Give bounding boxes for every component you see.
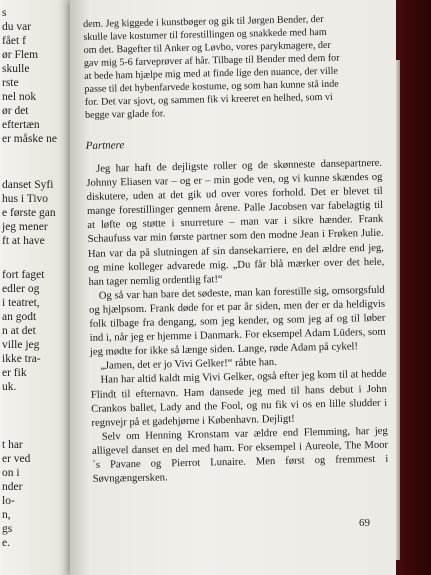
top-paragraph bbox=[83, 12, 381, 122]
body-text bbox=[86, 157, 389, 487]
left-page-line: du var bbox=[2, 21, 32, 33]
left-page-line: i teatret, bbox=[2, 297, 40, 309]
left-page-line: er fik bbox=[2, 367, 27, 379]
page-edge bbox=[396, 60, 400, 560]
top-line: gav mig 5-6 farveprøver af hår. Tilbage til Bender med dem for bbox=[83, 52, 340, 69]
left-page-line: er ved bbox=[2, 453, 31, 465]
left-page-line: danset Syfi bbox=[2, 179, 54, 191]
left-page-line: hus i Tivo bbox=[2, 193, 49, 205]
left-page-line: gs bbox=[2, 523, 13, 535]
left-page-line: uk. bbox=[2, 381, 17, 393]
left-page-line: eftertæn bbox=[2, 119, 40, 131]
top-line: dem. Jeg kiggede i kunstbøger og gik til Jørgen Bender, der bbox=[83, 13, 324, 30]
section-heading: Partnere bbox=[85, 139, 125, 152]
left-page-line: n, bbox=[2, 509, 11, 521]
paragraph: Jeg har haft de dejligste roller og de skønneste dansepartnere. Johnny Eliasen var – og er – min gode ven, og vi kunne skændes og diskutere, uden at det gik ud over vores forhold. Det er blevet til mange forestillinger gennem årene. Palle Jacobsen var fabelagtig til at løfte og støtte i snurreture – man var i sikre hænder. Frank Schaufuss var min første partner som den modne Jean i Frøken Julie. Han var da på slutningen af sin dansekarriere, en del ældre end jeg, og mine kolleger advarede mig. „Du får blå mærker over det hele, han tager nemlig ordentlig fat!“ bbox=[86, 157, 385, 288]
top-line: at bede ham hjælpe mig med at finde lige den nuance, der ville bbox=[84, 65, 338, 82]
left-page-line: rste bbox=[2, 77, 19, 89]
left-page-line: s bbox=[2, 7, 7, 19]
left-page-line: e. bbox=[2, 537, 10, 549]
top-line: om det. Bagefter til Anker og Løvbo, vores parykmagere, der bbox=[83, 39, 331, 56]
top-line: passe til det hybenfarvede kostume, og som han kunne stå inde bbox=[84, 78, 339, 95]
left-page-line: lo- bbox=[2, 495, 15, 507]
left-page-line: ør det bbox=[2, 105, 29, 117]
left-page-line: ikke tra- bbox=[2, 353, 41, 365]
paragraph: Selv om Henning Kronstam var ældre end Flemming, har jeg alligevel danset en del med ham. For eksempel i Aureole, The Moor´s Pavane og Pierrot Lunaire. Men først og fremmest i Søvngængersken. bbox=[91, 425, 389, 485]
top-line: begge var glade for. bbox=[84, 108, 166, 121]
left-page-line: n at det bbox=[2, 325, 36, 337]
page-number: 69 bbox=[359, 517, 370, 529]
left-page-line: nder bbox=[2, 481, 23, 493]
left-page-line: e første gan bbox=[2, 207, 56, 219]
paragraph: „Jamen, det er jo Vivi Gelker!“ råbte han. bbox=[100, 357, 277, 373]
left-page-line: fort faget bbox=[2, 269, 45, 281]
paragraph: Han har altid kaldt mig Vivi Gelker, også efter jeg kom til at hedde Flindt til efternavn. Ham dansede jeg med til hans debut i John Crankos ballet, Lady and the Fool, og nu fik vi os en lille sludder i regnvejr på et gadehjørne i København. Dejligt! bbox=[90, 369, 388, 429]
left-page-line: an godt bbox=[2, 311, 37, 323]
page-text bbox=[83, 12, 389, 487]
top-line: for. Det var sjovt, og sammen fik vi kreeret en helhed, som vi bbox=[84, 91, 333, 108]
left-page-line: nel nok bbox=[2, 91, 37, 103]
left-page-line: on i bbox=[2, 467, 20, 479]
right-page bbox=[70, 0, 396, 575]
left-page-line: jeg mener bbox=[2, 221, 48, 233]
left-page-line: t har bbox=[2, 439, 23, 451]
left-page-line: fået f bbox=[2, 35, 26, 47]
left-page-line: edler og bbox=[2, 283, 40, 295]
left-page-line: ville jeg bbox=[2, 339, 40, 351]
left-page-line: er måske ne bbox=[2, 133, 57, 145]
left-page-line: ør Flem bbox=[2, 49, 39, 61]
top-line: skulle lave kostumer til forestillingen og snakkede med ham bbox=[83, 26, 327, 43]
paragraph: Og så var han bare det sødeste, man kan forestille sig, omsorgsfuld og hjælpsom. Frank døde for et par år siden, men der er da heldigvis folk tilbage fra dengang, som jeg kender, og som jeg af og til løber ind i, når jeg er hjemme i Danmark. For eksempel Adam Lüders, som jeg mødte for ikke så længe siden. Lange, røde Adam på cykel! bbox=[89, 284, 386, 359]
left-page-line: ft at have bbox=[2, 235, 45, 247]
left-page-line: skulle bbox=[2, 63, 30, 75]
